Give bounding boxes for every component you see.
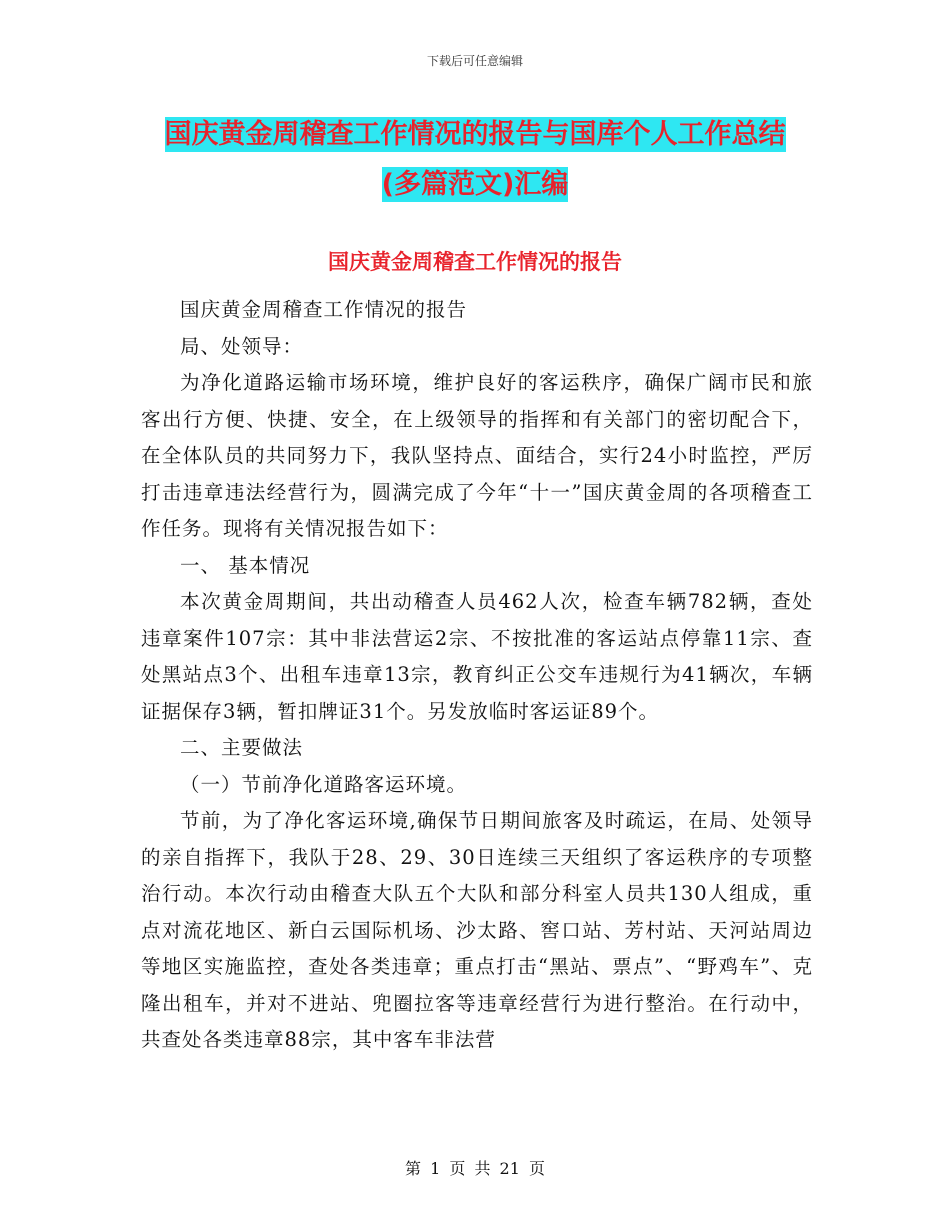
paragraph: 本次黄金周期间，共出动稽查人员462人次，检查车辆782辆，查处违章案件107宗：其中非法营运2宗、不按批准的客运站点停靠11宗、查处黑站点3个、出租车违章13宗，教育纠正公交车违规行为41辆次，车辆证据保存3辆，暂扣牌证31个。另发放临时客运证89个。 — [141, 590, 813, 723]
title-line-1: 国庆黄金周稽查工作情况的报告与国库个人工作总结 — [164, 119, 786, 150]
paragraph: （一）节前净化道路客运环境。 — [180, 772, 468, 796]
section-title: 国庆黄金周稽查工作情况的报告 — [328, 250, 622, 274]
header-note: 下载后可任意编辑 — [426, 54, 523, 68]
paragraph: 为净化道路运输市场环境，维护良好的客运秩序，确保广阔市民和旅客出行方便、快捷、安全，在上级领导的指挥和有关部门的密切配合下，在全体队员的共同努力下，我队坚持点、面结合，实行24小时监控，严厉打击违章违法经营行为，圆满完成了今年“十一”国庆黄金周的各项稽查工作任务。现将有关情况报告如下： — [141, 371, 813, 540]
title-line-2: (多篇范文)汇编 — [381, 169, 569, 200]
page-number: 第 1 页 共 21 页 — [405, 1159, 545, 1178]
paragraph: 局、处领导： — [180, 334, 304, 358]
paragraph: 节前，为了净化客运环境,确保节日期间旅客及时疏运，在局、处领导的亲自指挥下，我队于28、29、30日连续三天组织了客运秩序的专项整治行动。本次行动由稽查大队五个大队和部分科室人员共130人组成，重点对流花地区、新白云国际机场、沙太路、窖口站、芳村站、天河站周边等地区实施监控，查处各类违章；重点打击“黑站、票点”、“野鸡车”、克隆出租车，并对不进站、兜圈拉客等违章经营行为进行整治。在行动中，共查处各类违章88宗，其中客车非法营 — [141, 809, 813, 1051]
paragraph: 国庆黄金周稽查工作情况的报告 — [180, 298, 468, 321]
paragraph: 二、主要做法 — [180, 736, 304, 759]
document-title — [60, 110, 890, 210]
document-body — [141, 292, 813, 1059]
paragraph: 一、 基本情况 — [180, 553, 311, 577]
